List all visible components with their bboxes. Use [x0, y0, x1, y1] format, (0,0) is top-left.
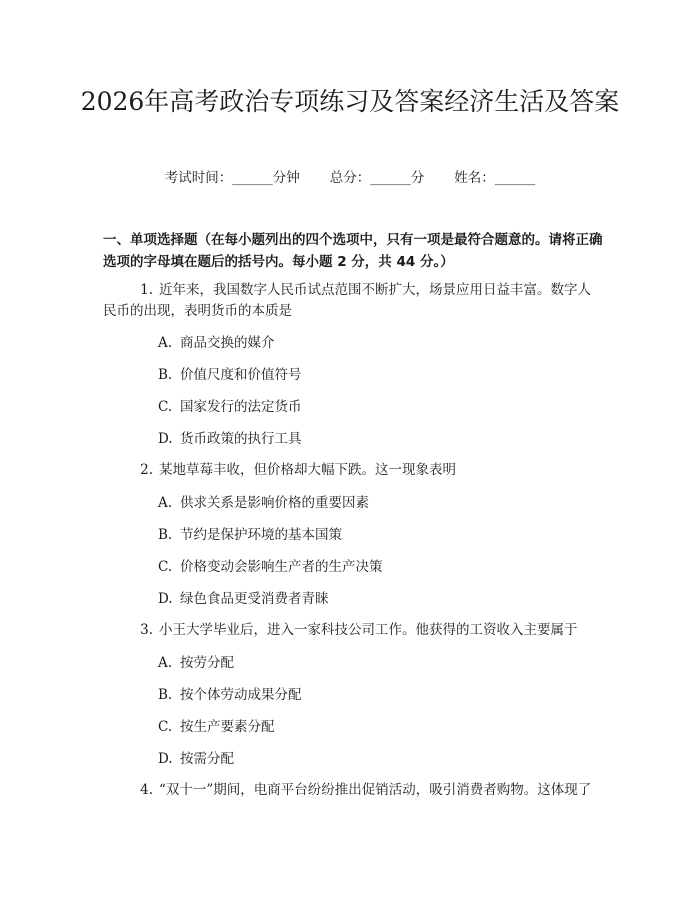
option-letter: B.	[158, 527, 173, 543]
question-3-option-c	[158, 717, 598, 737]
option-text: 价值尺度和价值符号	[180, 367, 302, 383]
question-3-option-a	[158, 653, 598, 673]
total-score-label: 总分：	[329, 170, 371, 186]
question-2-option-a	[158, 493, 598, 513]
option-text: 节约是保护环境的基本国策	[180, 527, 342, 543]
option-letter: A.	[158, 335, 173, 351]
exam-time-label: 考试时间：	[164, 170, 233, 186]
question-4	[103, 780, 603, 801]
total-score-unit: 分	[410, 170, 425, 186]
question-number: 4.	[140, 782, 153, 798]
question-3-option-d	[158, 749, 598, 769]
option-text: 价格变动会影响生产者的生产决策	[180, 559, 383, 575]
question-3-option-b	[158, 685, 598, 705]
question-1-option-a	[158, 333, 598, 353]
question-1-option-b	[158, 365, 598, 385]
option-text: 按个体劳动成果分配	[180, 687, 302, 703]
total-score-blank: ______	[370, 170, 411, 186]
question-text: “双十一”期间，电商平台纷纷推出促销活动，吸引消费者购物。这体现了	[159, 782, 592, 798]
question-number: 3.	[140, 622, 153, 638]
option-text: 绿色食品更受消费者青睐	[180, 591, 329, 607]
question-text: 某地草莓丰收，但价格却大幅下跌。这一现象表明	[159, 462, 456, 478]
exam-time-unit: 分钟	[272, 170, 300, 186]
option-text: 按需分配	[180, 751, 234, 767]
option-letter: A.	[158, 495, 173, 511]
question-3	[103, 620, 603, 641]
question-2-option-d	[158, 589, 598, 609]
name-blank: ______	[494, 170, 536, 186]
option-text: 商品交换的媒介	[180, 335, 275, 351]
question-number: 1.	[140, 282, 153, 298]
option-letter: D.	[158, 591, 173, 607]
option-letter: C.	[158, 559, 173, 575]
section-heading: 一、单项选择题（在每小题列出的四个选项中，只有一项是最符合题意的。请将正确选项的字母填在题后的括号内。每小题 2 分，共 44 分。）	[103, 232, 603, 270]
question-number: 2.	[140, 462, 153, 478]
option-letter: A.	[158, 655, 173, 671]
option-text: 按劳分配	[180, 655, 234, 671]
option-text: 国家发行的法定货币	[180, 399, 302, 415]
question-2-option-b	[158, 525, 598, 545]
question-text: 近年来，我国数字人民币试点范围不断扩大，场景应用日益丰富。数字人民币的出现，表明货币的本质是	[103, 282, 591, 319]
option-letter: B.	[158, 367, 173, 383]
question-2-option-c	[158, 557, 598, 577]
question-1	[103, 280, 603, 322]
option-text: 按生产要素分配	[180, 719, 275, 735]
option-letter: C.	[158, 719, 173, 735]
option-letter: D.	[158, 751, 173, 767]
exam-info-line	[0, 167, 700, 189]
option-letter: C.	[158, 399, 173, 415]
option-text: 货币政策的执行工具	[180, 431, 302, 447]
exam-time-blank: ______	[232, 170, 273, 186]
question-1-option-c	[158, 397, 598, 417]
option-letter: B.	[158, 687, 173, 703]
option-text: 供求关系是影响价格的重要因素	[180, 495, 369, 511]
document-title: 2026年高考政治专项练习及答案经济生活及答案	[80, 87, 620, 116]
name-label: 姓名：	[454, 170, 495, 186]
question-text: 小王大学毕业后，进入一家科技公司工作。他获得的工资收入主要属于	[159, 622, 578, 638]
question-2	[103, 460, 603, 481]
option-letter: D.	[158, 431, 173, 447]
question-1-option-d	[158, 429, 598, 449]
